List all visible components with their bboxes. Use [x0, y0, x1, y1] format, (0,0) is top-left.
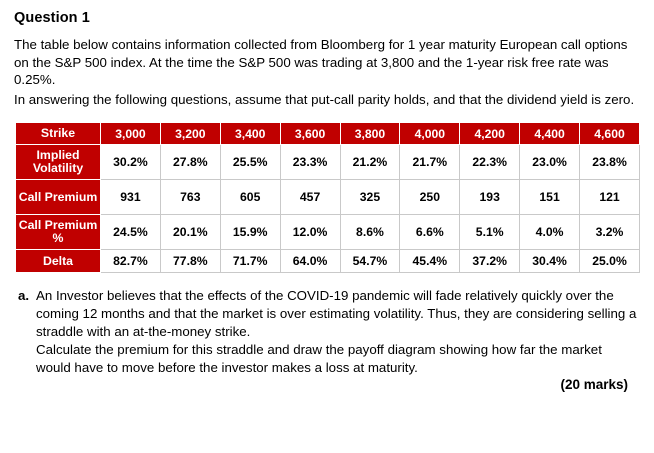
cell-delta-4: 64.0%	[280, 250, 340, 273]
cell-iv-1: 30.2%	[101, 145, 161, 180]
cell-cpp-9: 3.2%	[580, 215, 640, 250]
table-row-call-premium	[16, 180, 640, 215]
cell-cp-4: 457	[280, 180, 340, 215]
cell-delta-5: 54.7%	[340, 250, 400, 273]
table-header-strike: Strike	[16, 123, 101, 145]
part-a-line-2: Calculate the premium for this straddle and draw the payoff diagram showing how far the market would have to move before the investor makes a loss at maturity.	[36, 341, 602, 375]
intro-paragraph-2: In answering the following questions, assume that put-call parity holds, and that the dividend yield is zero.	[14, 91, 635, 107]
table-row-call-premium-pct	[16, 215, 640, 250]
table-header-strike-1: 3,000	[101, 123, 161, 145]
table-header-strike-3: 3,400	[220, 123, 280, 145]
cell-cp-2: 763	[160, 180, 220, 215]
cell-cpp-1: 24.5%	[101, 215, 161, 250]
question-part-a	[14, 287, 640, 376]
cell-cp-6: 250	[400, 180, 460, 215]
cell-cp-5: 325	[340, 180, 400, 215]
row-label-call-premium-pct: Call Premium %	[16, 215, 101, 250]
cell-delta-1: 82.7%	[101, 250, 161, 273]
cell-cpp-3: 15.9%	[220, 215, 280, 250]
table-header-strike-7: 4,200	[460, 123, 520, 145]
page-title: Question 1	[14, 10, 90, 26]
cell-delta-8: 30.4%	[520, 250, 580, 273]
cell-delta-7: 37.2%	[460, 250, 520, 273]
cell-cp-7: 193	[460, 180, 520, 215]
table-header-strike-2: 3,200	[160, 123, 220, 145]
cell-delta-2: 77.8%	[160, 250, 220, 273]
table-header-strike-6: 4,000	[400, 123, 460, 145]
intro-paragraph-1: The table below contains information collected from Bloomberg for 1 year maturity European call options on the S&P 500 index. At the time the S&P 500 was trading at 3,800 and the 1-year risk free rate was 0.25%.	[14, 37, 628, 88]
cell-iv-3: 25.5%	[220, 145, 280, 180]
table-header-strike-9: 4,600	[580, 123, 640, 145]
cell-iv-5: 21.2%	[340, 145, 400, 180]
table-header-strike-8: 4,400	[520, 123, 580, 145]
cell-delta-3: 71.7%	[220, 250, 280, 273]
table-row-header	[16, 123, 640, 145]
cell-cpp-8: 4.0%	[520, 215, 580, 250]
cell-cp-9: 121	[580, 180, 640, 215]
list-marker-a: a.	[18, 288, 30, 304]
row-label-delta: Delta	[16, 250, 101, 273]
table-header-strike-5: 3,800	[340, 123, 400, 145]
cell-delta-6: 45.4%	[400, 250, 460, 273]
part-a-line-1: An Investor believes that the effects of the COVID-19 pandemic will fade relatively quickly over the coming 12 months and that the market is over estimating volatility. Thus, they are considering selling a straddle with an at-the-money strike.	[36, 288, 637, 339]
cell-cpp-5: 8.6%	[340, 215, 400, 250]
cell-iv-6: 21.7%	[400, 145, 460, 180]
table-row-implied-volatility	[16, 145, 640, 180]
table-row-delta	[16, 250, 640, 273]
table-header-strike-4: 3,600	[280, 123, 340, 145]
cell-iv-2: 27.8%	[160, 145, 220, 180]
cell-cpp-6: 6.6%	[400, 215, 460, 250]
cell-cpp-7: 5.1%	[460, 215, 520, 250]
list-body-a	[36, 287, 640, 376]
cell-iv-9: 23.8%	[580, 145, 640, 180]
cell-cp-8: 151	[520, 180, 580, 215]
cell-iv-8: 23.0%	[520, 145, 580, 180]
option-data-table	[15, 122, 640, 273]
cell-cp-1: 931	[101, 180, 161, 215]
intro-paragraphs	[14, 36, 640, 108]
cell-cpp-4: 12.0%	[280, 215, 340, 250]
cell-delta-9: 25.0%	[580, 250, 640, 273]
marks-label: (20 marks)	[560, 377, 628, 393]
cell-cp-3: 605	[220, 180, 280, 215]
cell-iv-4: 23.3%	[280, 145, 340, 180]
row-label-implied-volatility: Implied Volatility	[16, 145, 101, 180]
row-label-call-premium: Call Premium	[16, 180, 101, 215]
cell-iv-7: 22.3%	[460, 145, 520, 180]
cell-cpp-2: 20.1%	[160, 215, 220, 250]
